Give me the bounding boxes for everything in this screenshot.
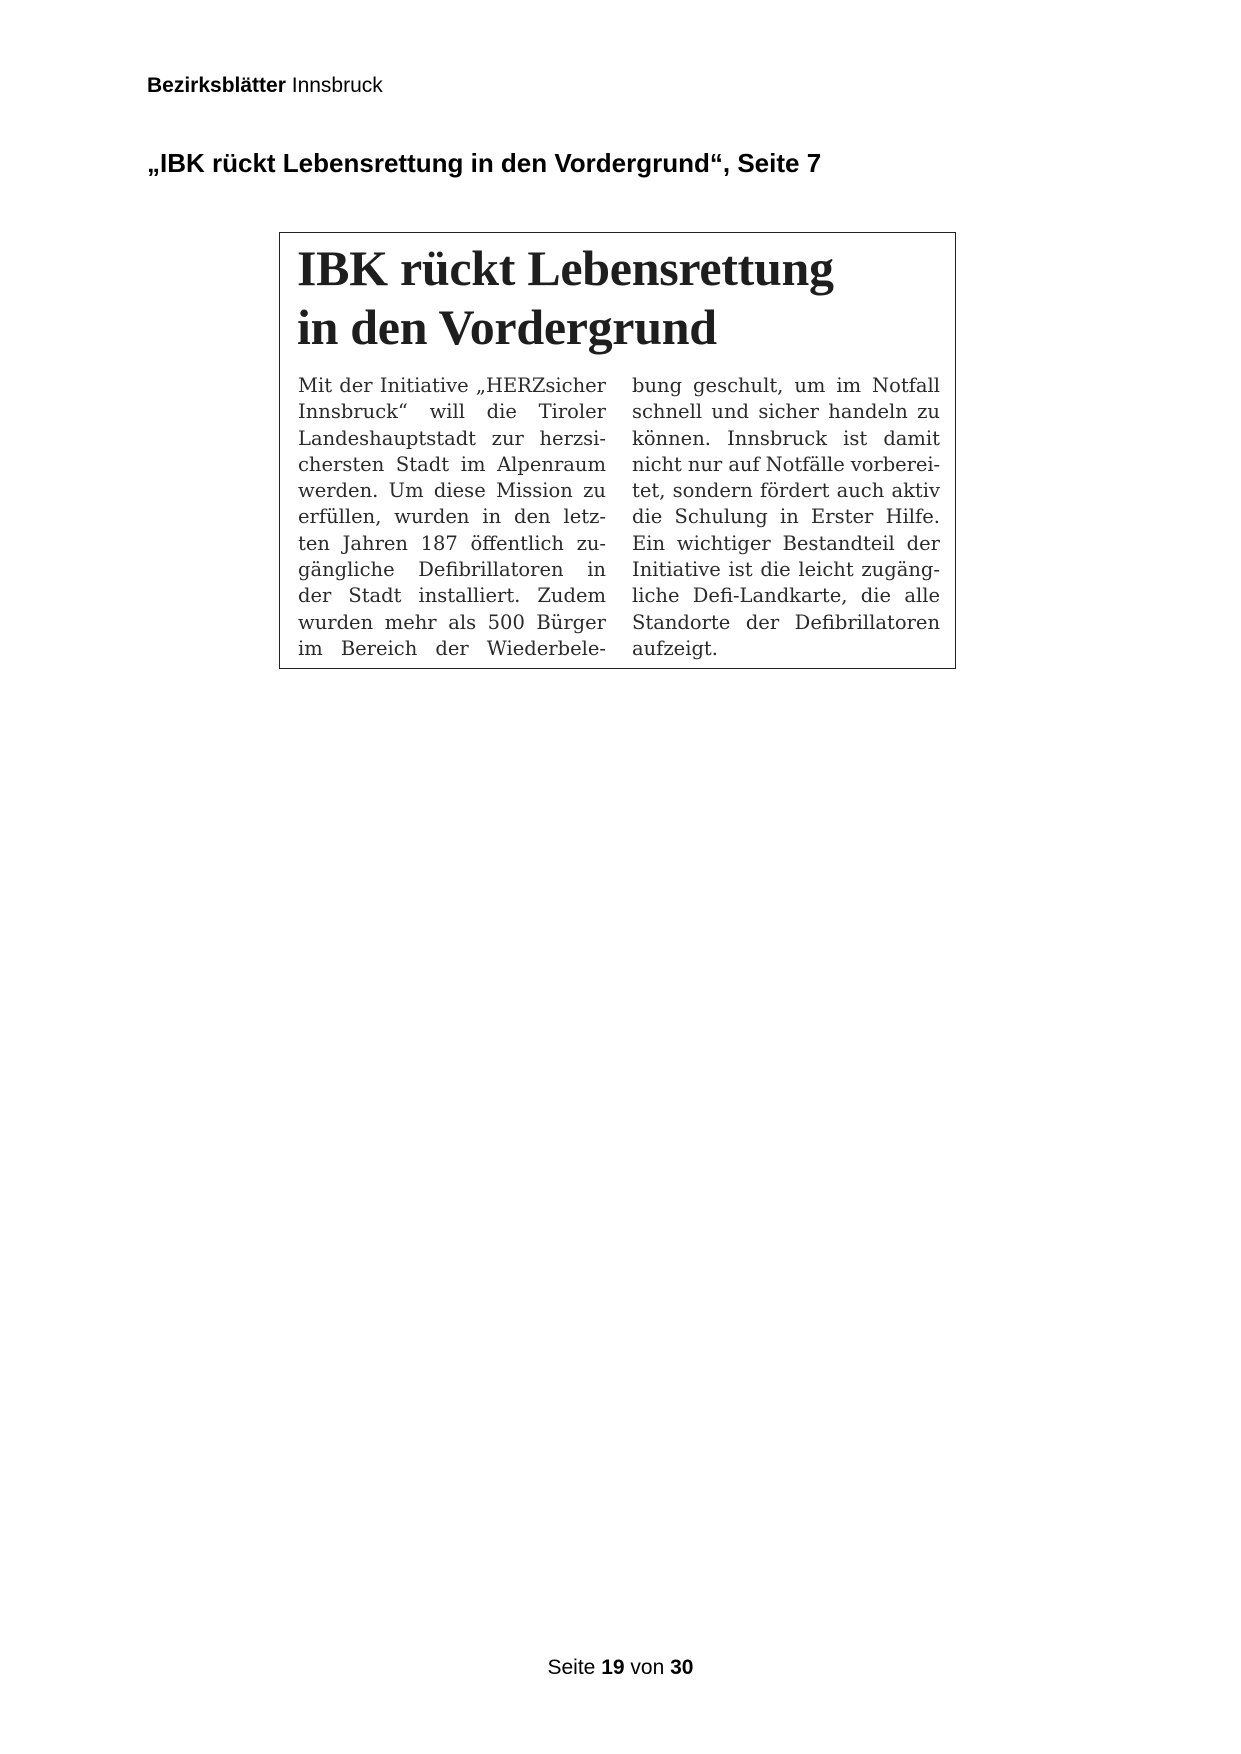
article-text-line: Standorte der Defibrillatoren	[632, 610, 940, 634]
page-label: Seite	[547, 1656, 596, 1679]
headline-line: IBK rückt Lebensrettung	[297, 240, 834, 296]
article-headline	[297, 239, 834, 357]
article-text-line: werden. Um diese Mission zu	[298, 479, 606, 503]
article-text-line: der Stadt installiert. Zudem	[298, 584, 606, 608]
article-text-line: können. Innsbruck ist damit	[632, 426, 940, 450]
article-text-line: ten Jahren 187 öffentlich zu-	[298, 531, 606, 555]
article-text-line: Ein wichtiger Bestandteil der	[632, 531, 940, 555]
article-text-line: Mit der Initiative „HERZsicher	[298, 374, 606, 397]
page-footer	[0, 1656, 1241, 1680]
page-current: 19	[601, 1656, 625, 1679]
article-column-right	[632, 373, 940, 662]
article-text-line: erfüllen, wurden in den letz-	[298, 505, 606, 529]
article-text-line: aufzeigt.	[632, 636, 718, 660]
article-text-line: im Bereich der Wiederbele-	[298, 636, 606, 660]
document-title: „IBK rückt Lebensrettung in den Vordergrund“, Seite 7	[147, 148, 822, 178]
publication-header	[147, 74, 383, 98]
article-text-line: bung geschult, um im Notfall	[632, 374, 940, 397]
article-clipping	[279, 232, 956, 669]
article-text-line: liche Defi-Landkarte, die alle	[632, 584, 940, 608]
article-text-line: schnell und sicher handeln zu	[632, 400, 940, 424]
article-text-line: nicht nur auf Notfälle vorberei-	[632, 452, 941, 476]
article-text-line: die Schulung in Erster Hilfe.	[632, 505, 940, 529]
headline-line: in den Vordergrund	[297, 299, 717, 355]
publication-name: Bezirksblätter	[147, 74, 286, 97]
article-text-line: tet, sondern fördert auch aktiv	[632, 479, 940, 503]
article-text-line: gängliche Defibrillatoren in	[298, 558, 606, 582]
article-text-line: Initiative ist die leicht zugäng-	[632, 558, 940, 582]
article-column-left	[298, 373, 606, 662]
article-text-line: Innsbruck“ will die Tiroler	[298, 400, 606, 424]
article-text-line: chersten Stadt im Alpenraum	[298, 452, 606, 476]
article-text-line: wurden mehr als 500 Bürger	[298, 610, 606, 634]
of-label: von	[630, 1656, 665, 1679]
publication-region: Innsbruck	[291, 74, 383, 97]
article-text-line: Landeshauptstadt zur herzsi-	[298, 426, 606, 450]
page-total: 30	[670, 1656, 694, 1679]
